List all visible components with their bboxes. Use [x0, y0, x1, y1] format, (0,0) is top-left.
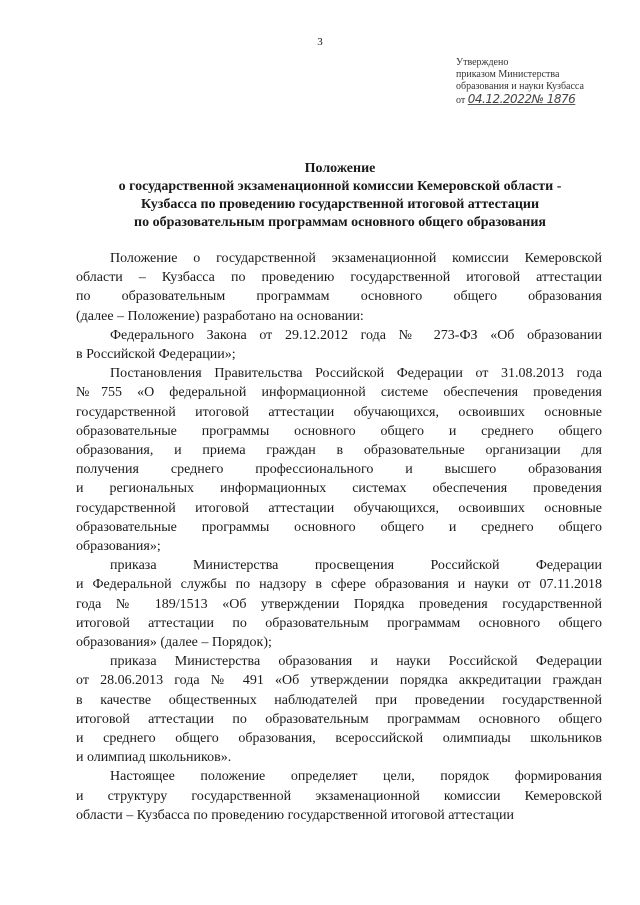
paragraph [76, 652, 602, 767]
document-title [60, 160, 620, 232]
paragraph-line: и региональных информационных системах обеспечения проведения [76, 481, 602, 497]
paragraph-line: государственной итоговой аттестации обучающихся, освоивших основные [76, 404, 602, 420]
paragraph [76, 249, 602, 326]
approval-date-prefix: от [456, 95, 466, 106]
paragraph-line: в качестве общественных наблюдателей при проведении государственной [76, 692, 602, 708]
paragraph-line: Положение о государственной экзаменационной комиссии Кемеровской [110, 251, 602, 266]
paragraph-line: и структуру государственной экзаменационной комиссии Кемеровской [76, 788, 602, 804]
paragraph-line: и Федеральной службы по надзору в сфере образования и науки от 07.11.2018 [76, 577, 602, 593]
paragraph-line: области – Кузбасса по проведению государственной итоговой аттестации [76, 807, 515, 823]
paragraph-line: и среднего общего образования, всероссийской олимпиады школьников [76, 731, 602, 747]
paragraph-line: (далее – Положение) разработано на основании: [76, 308, 364, 324]
paragraph-line: образовательные программы основного общего и среднего общего [76, 519, 602, 535]
document-body [76, 249, 602, 825]
approval-line-1: Утверждено [456, 57, 509, 68]
paragraph [76, 326, 602, 364]
paragraph-line: образовательные программы основного общего и среднего общего [76, 423, 602, 439]
paragraph-line: по образовательным программам основного общего образования [76, 289, 602, 305]
paragraph-line: государственной итоговой аттестации обучающихся, освоивших основные [76, 500, 602, 516]
paragraph-line: образования» (далее – Порядок); [76, 635, 272, 651]
title-line-1: Положение [304, 161, 376, 176]
paragraph-line: получения среднего профессионального и высшего образования [76, 462, 602, 478]
title-line-3: Кузбасса по проведению государственной итоговой аттестации [140, 197, 540, 212]
page-number: 3 [317, 36, 323, 48]
paragraph-line: Настоящее положение определяет цели, порядок формирования [110, 769, 602, 785]
paragraph-line: итоговой аттестации по образовательным программам основного общего [76, 615, 602, 631]
paragraph-line: Постановления Правительства Российской Федерации от 31.08.2013 года [110, 366, 602, 382]
paragraph-line: Федерального Закона от 29.12.2012 года № 273-ФЗ «Об образовании [110, 327, 602, 343]
paragraph-line: приказа Министерства образования и науки Российской Федерации [110, 654, 602, 670]
approval-stamp [456, 57, 584, 107]
paragraph [76, 556, 602, 652]
paragraph-line: №755 «О федеральной информационной системе обеспечения проведения [76, 385, 602, 401]
paragraph-line: года № 189/1513 «Об утверждении Порядка проведения государственной [76, 596, 602, 612]
paragraph-line: от 28.06.2013 года № 491 «Об утверждении порядка аккредитации граждан [76, 673, 602, 689]
paragraph [76, 364, 602, 556]
paragraph-line: и олимпиад школьников». [76, 750, 232, 766]
title-line-4: по образовательным программам основного общего образования [134, 215, 546, 230]
paragraph-line: области – Кузбасса по проведению государственной итоговой аттестации [76, 270, 602, 286]
paragraph-line: образования»; [76, 539, 161, 555]
paragraph-line: в Российской Федерации»; [76, 347, 236, 363]
approval-line-2: приказом Министерства [456, 69, 560, 80]
approval-line-4 [456, 93, 584, 107]
paragraph-line: образования, и приема граждан в образовательные организации для [76, 443, 602, 459]
paragraph-line: приказа Министерства просвещения Российской Федерации [110, 558, 602, 574]
approval-line-3: образования и науки Кузбасса [456, 81, 584, 92]
title-line-2: о государственной экзаменационной комиссии Кемеровской области - [118, 179, 562, 194]
handwritten-date-number: 04.12.2022№ 1876 [467, 92, 576, 106]
paragraph [76, 767, 602, 825]
paragraph-line: итоговой аттестации по образовательным программам основного общего [76, 711, 602, 727]
